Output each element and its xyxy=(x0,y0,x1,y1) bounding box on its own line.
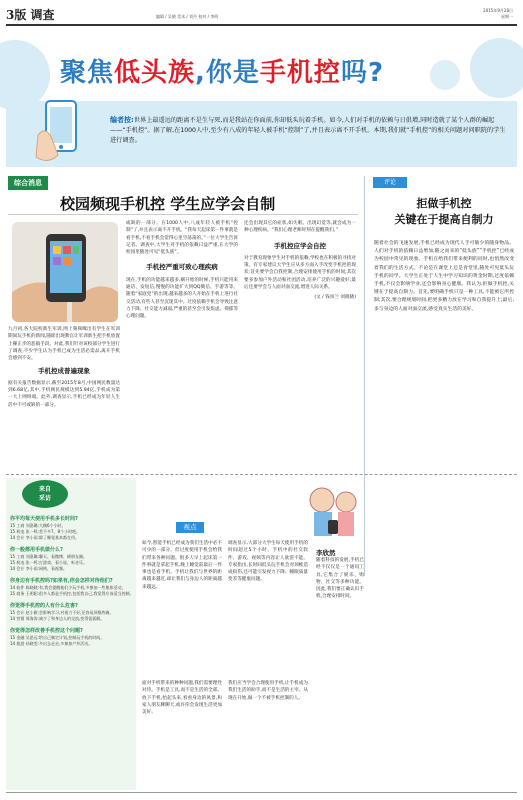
paragraph: 对于教育现象学生对手机的依赖,学校也在积极的寻找对策。有专家建议大学生应从多方面入手改变手机控的现状:首先要学会自我控制,合理安排使用手机的时间;其次要多参加户外活动和社团活动,培养广泛的兴趣爱好;最后还要学会与人面对面交流,增进人际关系。 xyxy=(244,255,356,291)
answer: 15 工商 刘嘉璐:聊天、看微博、刷朋友圈。 xyxy=(10,554,87,559)
date-text: 2015年9月28日 xyxy=(483,8,513,13)
headline-part: ,你是 xyxy=(195,58,260,88)
comment-body: 随着社会的飞速发展,手机已经成为现代人手可敏少的随身物品。人们对手机的依赖日益增加,随之而来的“低头族”“手机控”已经成为校园中常见的现象。手机在给我们带来便利的同时,也悄然改变着我们的生活方式。不论是在课堂上还是食堂里,随处可见低头玩手机的同学。大学生正处于人生中学习知识的黄金时期,过度依赖手机,不仅会影响学业,还会影响身心健康。我认为,拒做手机控,关键在于提高自制力。首先,要明确手机只是一种工具,不能被它所控制;其次,要合理规划时间,把更多精力放在学习和自我提升上;最后,多与身边的人面对面交流,感受真实生活的美好。 xyxy=(374,241,514,312)
subheading: 手机控成普遍现象 xyxy=(38,367,90,376)
headline-part: 聚焦 xyxy=(60,58,115,88)
comment-title xyxy=(375,196,513,228)
qa-item xyxy=(10,628,134,647)
answer: 15 金融 吴思远:给自己制定计划,控制玩手机的时间。 xyxy=(10,635,105,640)
note-lead: 编者按: xyxy=(110,116,134,124)
paragraph: 或缺的一部分。在1000人中,八成年轻人被手机“控制”了,并且表示离不开手机。“我每天起床第一件事就是看手机,不看手机会觉得心里空荡荡的。”一位大学生告诉记者。调查中,大学生对手机的依赖日益严重,在大学的校园里随处可见“低头族”。 xyxy=(126,221,238,256)
paragraph: 还会出现其它的症状,如失眠、出现幻觉等,就会成为一种心理疾病。“我们心理老师时刻在提醒我们。” xyxy=(244,221,356,234)
answer: 15 机电 张一鸣:打游戏、看小说、听音乐。 xyxy=(10,560,87,565)
decor-circle xyxy=(470,38,523,98)
page-header xyxy=(6,6,517,26)
qa-item xyxy=(10,547,134,572)
photo-phone-hands xyxy=(12,222,118,322)
viewpoint-col5 xyxy=(316,548,364,601)
viewpoint-col2: 调查显示,大部分大学生每天使用手机的时间超过5个小时。手机中的社交软件、游戏、视频等内容让人欲罢不能。专家指出,长时间低头玩手机会对颈椎造成损伤,还可能引发视力下降、睡眠质量变差等健康问题。 xyxy=(228,541,308,583)
headline-highlight: 低头族 xyxy=(114,58,196,88)
author-name: 李欣然 xyxy=(316,549,336,557)
section-divider xyxy=(6,474,517,475)
section-ribbon: 综合消息 xyxy=(8,176,48,190)
subheading: 手机控严重可致心理疾病 xyxy=(146,263,218,272)
qa-item xyxy=(10,516,134,541)
answer: 14 营销 周海涛:减少了和身边人的交流,变得很孤僻。 xyxy=(10,616,105,621)
answer: 15 商务 王明阳:很多人都是手机控,包括我自己,我觉得应该适当控制。 xyxy=(10,591,134,596)
question: 你觉得怎样改善手机控这个问题? xyxy=(10,628,83,634)
answer: 15 会计 赵小雅:会影响学习,对视力不好,还容易颈椎疼痛。 xyxy=(10,610,114,615)
feature-col3 xyxy=(244,220,356,302)
cartoon-illustration xyxy=(300,480,366,544)
question: 你一般都用手机做什么? xyxy=(10,547,63,553)
qa-item xyxy=(10,603,134,622)
question: 你身边有手机控吗?如果有,你会怎样对待他们? xyxy=(10,578,113,584)
editor-credits: 编辑 / 吴晓 美术 / 刘丹 校对 / 李明 xyxy=(156,14,219,19)
title-line: 关键在于提高自制力 xyxy=(394,213,494,226)
comment-tag: 评论 xyxy=(373,177,407,188)
paragraph: 现在,手机的功能越来越多,刷开始的时候,手机只能用来通话、发短信,慢慢的功能扩大到QQ微信、手游等等。随着“家庭党”的出现,越来越多的人开始在手机上进行社交活动,有些人甚至沉迷其中。过度依赖手机会导致注意力下降、社交能力减弱,严重的甚至会引发焦虑、抑郁等心理问题。 xyxy=(126,277,238,320)
divider xyxy=(8,214,358,215)
subheading: 手机控应学会自控 xyxy=(274,241,326,250)
viewpoint-col4: 我们应当学会合理使用手机,让手机成为我们生活的助手,而不是生活的主宰。从现在开始,做一个不被手机控制的人。 xyxy=(228,681,308,701)
qa-badge xyxy=(22,480,68,508)
footer-rule xyxy=(6,792,517,793)
phone-hand-illustration xyxy=(28,95,98,167)
title-line: 拒做手机控 xyxy=(416,197,472,210)
paragraph: 九月初,各大院校新生军训,网上频频曝出有学生在军训期间玩手机的新闻,随即出现教官让军训新生把手机放置上操正步的恶搞手段。对此,我们针对该校部分学生进行了调查,不少学生认为手机已成为生活必需品,离开手机会感到不安。 xyxy=(8,327,120,362)
feature-col2 xyxy=(126,220,238,321)
main-headline xyxy=(60,52,384,89)
decor-circle xyxy=(430,60,460,90)
headline-part: 吗? xyxy=(340,58,385,88)
qa-item xyxy=(10,578,134,597)
answer: 14 软件 陈晓晓:有,我会提醒他们少玩手机,多参加一些集体活动。 xyxy=(10,585,126,590)
editor-note xyxy=(110,115,510,146)
viewpoint-col3: 面对手机带来的种种问题,我们需要理性对待。手机是工具,而不是生活的全部。放下手机,抬起头来,看看身边的风景,和家人朋友聊聊天,或许你会发现生活更加美好。 xyxy=(142,681,222,716)
byline: (文 / 钱凤兰 刘晓晓) xyxy=(314,295,356,301)
question: 你觉得手机控的人有什么危害? xyxy=(10,603,78,609)
section-tag: 3版 调查 xyxy=(6,8,55,22)
paragraph: 随着科技的发展,手机已经不仅仅是一个通讯工具,它集合了娱乐、购物、社交等多种功能。因此,我们要正确认识手机,合理安排时间。 xyxy=(316,558,364,600)
viewpoint-tag: 视点 xyxy=(176,522,204,533)
badge-line: 来自 xyxy=(38,486,51,493)
answer: 15 机电 张一鸣:差不多7、8个小时吧。 xyxy=(10,529,81,534)
issue-date xyxy=(483,8,513,20)
weekday-text: 星期一 xyxy=(501,14,513,19)
answer: 14 旅游 孙晓雯:多出去走走,多参加户外活动。 xyxy=(10,641,93,646)
note-body: 世界上最遥远的距离不是生与死,而是我站在你面前,你却低头玩着手机。如今,人们对手机的依赖与日俱增,同时造就了某个人群的崛起——“手机控”。据了解,在1000人中,至少有八成的年轻人被手机“控制”了,并且表示离不开手机。本期,我们就“手机控”的相关问题对问职院的学生进行调查。 xyxy=(110,117,506,144)
answer: 14 会计 李小雨:除了睡觉基本都在用。 xyxy=(10,535,79,540)
qa-list xyxy=(10,516,134,647)
answer: 15 工商 刘嘉璐:大概6个小时。 xyxy=(10,523,66,528)
viewpoint-col1: 如今,智能手机已经成为我们生活中必不可少的一部分。但过度使用手机会给我们带来各种问题。很多人早上起床第一件事就是拿起手机,晚上睡觉前最后一件事也是看手机。手机让我们与世界的距离越来越近,却让我们与身边人的距离越来越远。 xyxy=(142,541,222,590)
phone-photo-icon xyxy=(12,222,118,322)
paragraph: 据有关报告数据显示,截至2015年8月,中国网民数量达到6.68亿,其中,手机网民规模达到5.94亿,手机成为第一大上网终端。此外,调查显示,手机已经成为年轻人生活中不可或缺的一部分。 xyxy=(8,380,120,408)
badge-line: 采访 xyxy=(38,495,51,502)
headline-highlight: 手机控 xyxy=(259,58,341,88)
question: 你平均每天使用手机多长时间? xyxy=(10,516,78,522)
feature-col1 xyxy=(8,326,120,409)
answer: 14 会计 李小雨:网购、看视频。 xyxy=(10,566,67,571)
feature-title: 校园频现手机控 学生应学会自制 xyxy=(60,195,276,213)
